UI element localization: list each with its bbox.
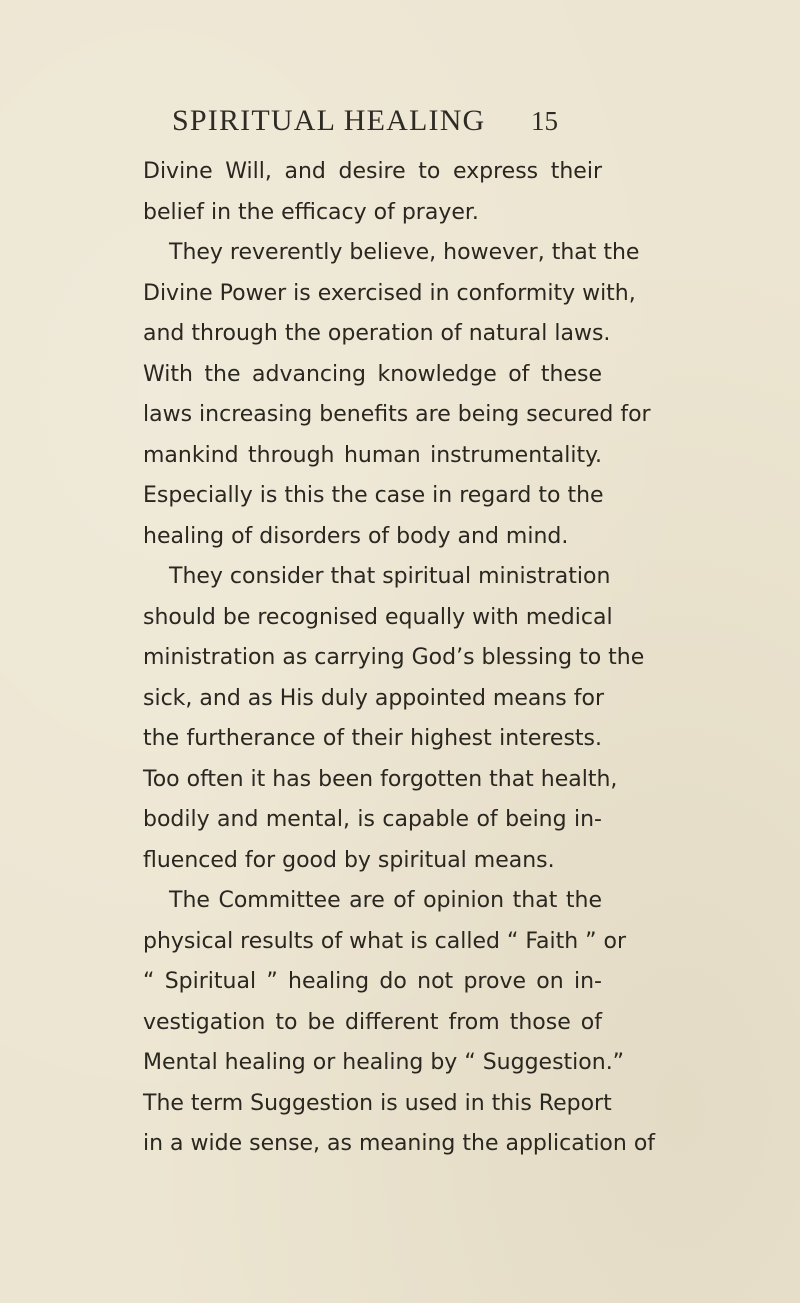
text-line: mankind through human instrumentality. (143, 442, 602, 468)
paragraph-start-line: The Committee are of opinion that the (169, 888, 602, 913)
text-line: laws increasing benefits are being secured for (143, 402, 651, 427)
running-title: SPIRITUAL HEALING (172, 104, 486, 137)
text-line: the furtherance of their highest interests. (143, 726, 602, 751)
text-line: in a wide sense, as meaning the application of (143, 1131, 656, 1156)
text-line: and through the operation of natural laws. (143, 321, 611, 346)
text-line: Too often it has been forgotten that health, (143, 766, 618, 792)
text-line: Divine Power is exercised in conformity with, (143, 280, 636, 306)
text-line: Divine Will, and desire to express their (143, 159, 602, 184)
text-line: fluenced for good by spiritual means. (143, 847, 555, 873)
text-line: bodily and mental, is capable of being in- (143, 807, 602, 832)
text-line: vestigation to be different from those of (143, 1009, 602, 1035)
running-head (0, 96, 800, 146)
text-line: healing of disorders of body and mind. (143, 523, 569, 549)
text-line: ministration as carrying God’s blessing to the (143, 645, 645, 670)
text-line: Especially is this the case in regard to the (143, 483, 604, 508)
text-line: should be recognised equally with medical (143, 604, 613, 630)
text-line: Mental healing or healing by “ Suggestion.” (143, 1050, 625, 1075)
paragraph-start-line: They reverently believe, however, that the (169, 240, 640, 265)
text-line: belief in the efficacy of prayer. (143, 199, 479, 225)
text-line: With the advancing knowledge of these (143, 361, 602, 387)
body-text (143, 152, 656, 1165)
text-line: physical results of what is called “ Faith ” or (143, 928, 627, 954)
text-line: The term Suggestion is used in this Report (143, 1090, 612, 1116)
text-line: “ Spiritual ” healing do not prove on in- (143, 969, 602, 994)
text-line: sick, and as His duly appointed means for (143, 685, 605, 711)
paragraph-start-line: They consider that spiritual ministration (169, 564, 611, 589)
page-number: 15 (531, 106, 558, 136)
